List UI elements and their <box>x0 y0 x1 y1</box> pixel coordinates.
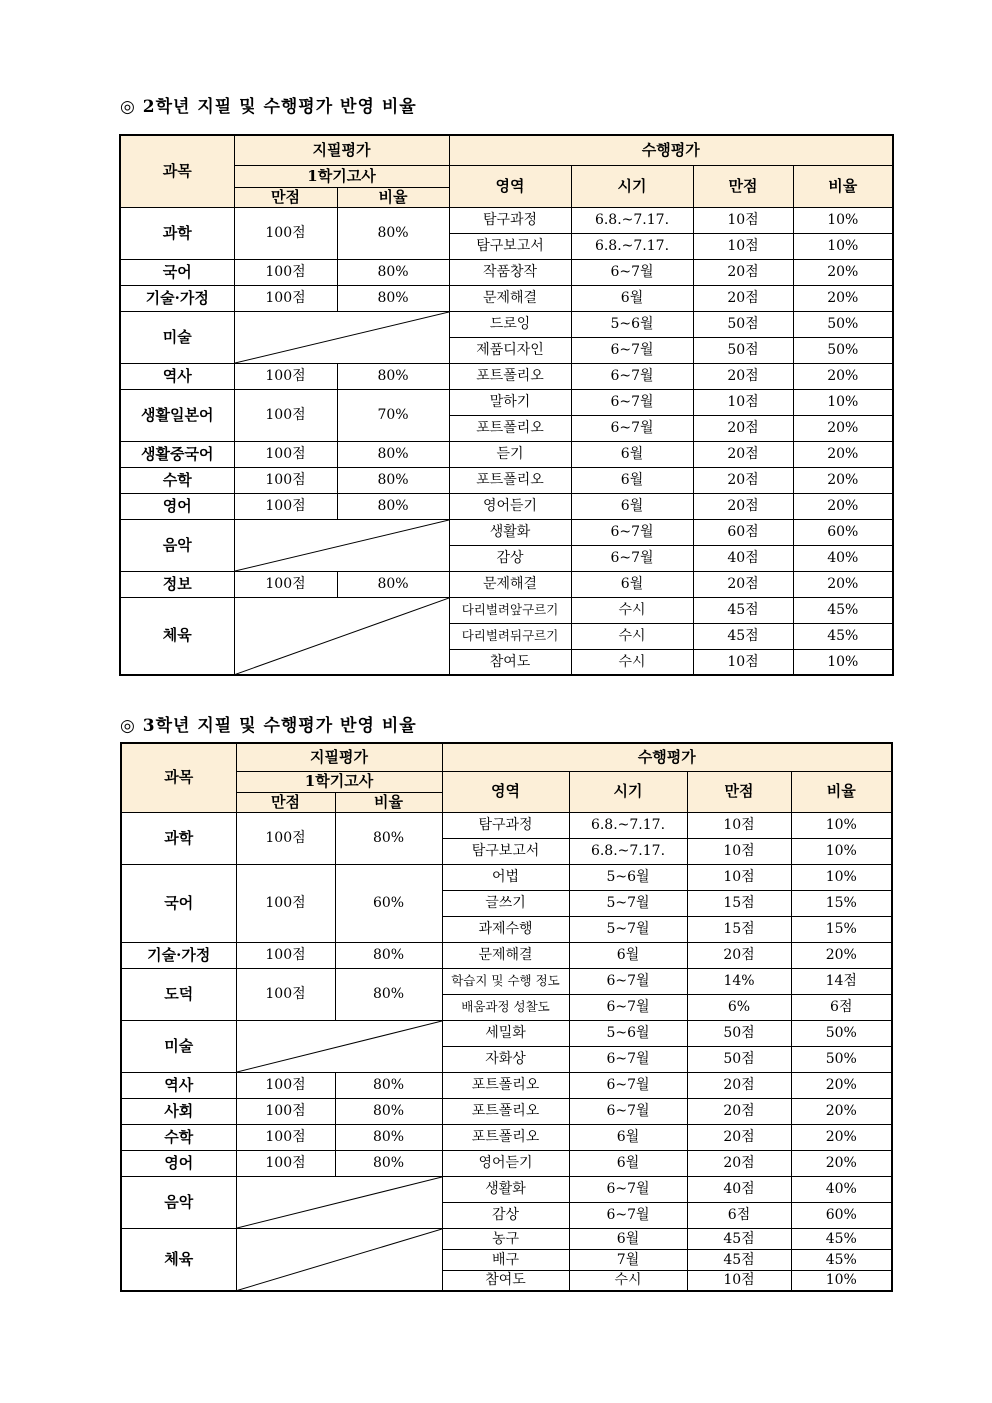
exam-full-cell: 100점 <box>234 389 337 441</box>
period-cell: 6월 <box>569 1150 687 1176</box>
exam-ratio-cell: 80% <box>337 363 449 389</box>
exam-full-cell: 100점 <box>234 493 337 519</box>
ratio-cell: 20% <box>791 1124 892 1150</box>
exam-full-cell: 100점 <box>236 1124 335 1150</box>
header-ratio: 비율 <box>337 187 449 207</box>
area-cell: 문제해결 <box>449 285 571 311</box>
area-cell: 탐구과정 <box>442 812 569 838</box>
exam-ratio-cell: 80% <box>337 493 449 519</box>
subject-cell: 영어 <box>120 493 234 519</box>
subject-cell: 기술·가정 <box>121 942 236 968</box>
subject-cell: 생활중국어 <box>120 441 234 467</box>
ratio-cell: 40% <box>791 1176 892 1202</box>
exam-full-cell: 100점 <box>236 1072 335 1098</box>
header-written-eval: 지필평가 <box>236 743 442 771</box>
full-cell: 45점 <box>687 1228 791 1249</box>
full-cell: 50점 <box>687 1020 791 1046</box>
table-row <box>120 441 893 467</box>
header-perf-ratio: 비율 <box>791 771 892 812</box>
full-cell: 20점 <box>693 363 793 389</box>
header-area: 영역 <box>442 771 569 812</box>
period-cell: 6~7월 <box>571 519 693 545</box>
period-cell: 6~7월 <box>571 415 693 441</box>
area-cell: 작품창작 <box>449 259 571 285</box>
exam-ratio-cell: 80% <box>337 467 449 493</box>
ratio-cell: 45% <box>791 1228 892 1249</box>
full-cell: 20점 <box>693 285 793 311</box>
area-cell: 포트폴리오 <box>442 1124 569 1150</box>
table-row <box>121 1176 892 1202</box>
period-cell: 6~7월 <box>569 968 687 994</box>
ratio-cell: 45% <box>793 597 893 623</box>
full-cell: 45점 <box>693 597 793 623</box>
ratio-cell: 60% <box>791 1202 892 1228</box>
area-cell: 생활화 <box>449 519 571 545</box>
full-cell: 20점 <box>693 415 793 441</box>
table-row <box>120 571 893 597</box>
period-cell: 5~7월 <box>569 916 687 942</box>
ratio-cell: 6점 <box>791 994 892 1020</box>
area-cell: 글쓰기 <box>442 890 569 916</box>
area-cell: 다리벌려앞구르기 <box>449 597 571 623</box>
exam-full-cell: 100점 <box>236 942 335 968</box>
header-exam: 1학기고사 <box>236 771 442 792</box>
full-cell: 20점 <box>687 1072 791 1098</box>
header-perf-full-score: 만점 <box>693 165 793 207</box>
subject-cell: 미술 <box>120 311 234 363</box>
period-cell: 5~7월 <box>569 890 687 916</box>
period-cell: 6.8.~7.17. <box>571 207 693 233</box>
exam-ratio-cell: 80% <box>337 259 449 285</box>
ratio-cell: 45% <box>793 623 893 649</box>
grade3-table <box>120 742 893 1292</box>
header-ratio: 비율 <box>335 792 442 812</box>
ratio-cell: 10% <box>793 207 893 233</box>
table-row <box>121 942 892 968</box>
table-row <box>121 1124 892 1150</box>
full-cell: 14% <box>687 968 791 994</box>
table-row <box>121 1228 892 1249</box>
no-exam-diagonal-cell <box>234 597 449 675</box>
period-cell: 수시 <box>569 1270 687 1291</box>
table-row <box>120 259 893 285</box>
area-cell: 다리벌려뒤구르기 <box>449 623 571 649</box>
area-cell: 영어듣기 <box>449 493 571 519</box>
ratio-cell: 10% <box>791 838 892 864</box>
ratio-cell: 10% <box>793 649 893 675</box>
period-cell: 7월 <box>569 1249 687 1270</box>
full-cell: 20점 <box>693 493 793 519</box>
exam-full-cell: 100점 <box>234 207 337 259</box>
full-cell: 10점 <box>687 838 791 864</box>
subject-cell: 체육 <box>120 597 234 675</box>
table-row <box>120 519 893 545</box>
area-cell: 감상 <box>442 1202 569 1228</box>
period-cell: 6~7월 <box>569 1202 687 1228</box>
diagonal-line <box>237 1021 442 1072</box>
ratio-cell: 60% <box>793 519 893 545</box>
area-cell: 자화상 <box>442 1046 569 1072</box>
grade2-title: ◎ 2학년 지필 및 수행평가 반영 비율 <box>120 97 417 117</box>
period-cell: 6월 <box>569 1124 687 1150</box>
period-cell: 6~7월 <box>571 337 693 363</box>
ratio-cell: 20% <box>793 259 893 285</box>
area-cell: 듣기 <box>449 441 571 467</box>
table-row <box>120 597 893 623</box>
area-cell: 포트폴리오 <box>449 363 571 389</box>
exam-full-cell: 100점 <box>234 259 337 285</box>
full-cell: 10점 <box>687 1270 791 1291</box>
full-cell: 10점 <box>693 207 793 233</box>
exam-full-cell: 100점 <box>234 571 337 597</box>
subject-cell: 역사 <box>120 363 234 389</box>
subject-cell: 미술 <box>121 1020 236 1072</box>
grade2-table <box>119 134 894 676</box>
header-written-eval: 지필평가 <box>234 135 449 165</box>
ratio-cell: 15% <box>791 916 892 942</box>
area-cell: 학습지 및 수행 정도 <box>442 968 569 994</box>
header-full-score: 만점 <box>234 187 337 207</box>
full-cell: 10점 <box>687 812 791 838</box>
ratio-cell: 20% <box>793 441 893 467</box>
period-cell: 6월 <box>571 467 693 493</box>
exam-full-cell: 100점 <box>236 812 335 864</box>
ratio-cell: 15% <box>791 890 892 916</box>
full-cell: 45점 <box>693 623 793 649</box>
period-cell: 6~7월 <box>571 363 693 389</box>
subject-cell: 사회 <box>121 1098 236 1124</box>
grade3-title: ◎ 3학년 지필 및 수행평가 반영 비율 <box>120 716 417 736</box>
full-cell: 20점 <box>693 259 793 285</box>
period-cell: 6~7월 <box>571 259 693 285</box>
period-cell: 수시 <box>571 623 693 649</box>
ratio-cell: 20% <box>791 1150 892 1176</box>
full-cell: 50점 <box>693 311 793 337</box>
area-cell: 탐구과정 <box>449 207 571 233</box>
diagonal-line <box>235 520 449 571</box>
ratio-cell: 10% <box>793 389 893 415</box>
area-cell: 드로잉 <box>449 311 571 337</box>
ratio-cell: 14점 <box>791 968 892 994</box>
area-cell: 탐구보고서 <box>442 838 569 864</box>
no-exam-diagonal-cell <box>234 311 449 363</box>
period-cell: 6~7월 <box>569 1046 687 1072</box>
period-cell: 6~7월 <box>569 1176 687 1202</box>
exam-full-cell: 100점 <box>236 968 335 1020</box>
exam-ratio-cell: 80% <box>337 571 449 597</box>
subject-cell: 과학 <box>121 812 236 864</box>
ratio-cell: 50% <box>793 311 893 337</box>
period-cell: 6월 <box>571 441 693 467</box>
table-row <box>120 311 893 337</box>
ratio-cell: 20% <box>793 363 893 389</box>
full-cell: 20점 <box>693 571 793 597</box>
exam-ratio-cell: 80% <box>335 1098 442 1124</box>
table-row <box>120 493 893 519</box>
diagonal-line <box>235 312 449 363</box>
ratio-cell: 20% <box>791 1072 892 1098</box>
area-cell: 포트폴리오 <box>442 1072 569 1098</box>
area-cell: 제품디자인 <box>449 337 571 363</box>
ratio-cell: 20% <box>793 285 893 311</box>
full-cell: 20점 <box>693 467 793 493</box>
exam-full-cell: 100점 <box>234 285 337 311</box>
ratio-cell: 50% <box>791 1046 892 1072</box>
full-cell: 10점 <box>693 233 793 259</box>
subject-cell: 정보 <box>120 571 234 597</box>
header-performance-eval: 수행평가 <box>442 743 892 771</box>
period-cell: 6~7월 <box>569 1098 687 1124</box>
exam-full-cell: 100점 <box>236 1150 335 1176</box>
area-cell: 생활화 <box>442 1176 569 1202</box>
period-cell: 6월 <box>571 571 693 597</box>
subject-cell: 기술·가정 <box>120 285 234 311</box>
full-cell: 20점 <box>687 1098 791 1124</box>
ratio-cell: 50% <box>791 1020 892 1046</box>
full-cell: 15점 <box>687 890 791 916</box>
table-row <box>120 467 893 493</box>
exam-ratio-cell: 60% <box>335 864 442 942</box>
table-row <box>121 812 892 838</box>
exam-ratio-cell: 80% <box>335 1150 442 1176</box>
subject-cell: 영어 <box>121 1150 236 1176</box>
header-area: 영역 <box>449 165 571 207</box>
ratio-cell: 45% <box>791 1249 892 1270</box>
full-cell: 20점 <box>687 1150 791 1176</box>
full-cell: 20점 <box>687 942 791 968</box>
period-cell: 6~7월 <box>571 389 693 415</box>
full-cell: 20점 <box>693 441 793 467</box>
full-cell: 50점 <box>687 1046 791 1072</box>
full-cell: 6% <box>687 994 791 1020</box>
subject-cell: 체육 <box>121 1228 236 1291</box>
exam-full-cell: 100점 <box>234 441 337 467</box>
full-cell: 15점 <box>687 916 791 942</box>
ratio-cell: 20% <box>791 1098 892 1124</box>
period-cell: 6.8.~7.17. <box>571 233 693 259</box>
subject-cell: 수학 <box>120 467 234 493</box>
area-cell: 문제해결 <box>449 571 571 597</box>
ratio-cell: 20% <box>793 467 893 493</box>
table-row <box>121 968 892 994</box>
table-row <box>121 1150 892 1176</box>
period-cell: 6월 <box>569 1228 687 1249</box>
exam-ratio-cell: 80% <box>337 441 449 467</box>
no-exam-diagonal-cell <box>234 519 449 571</box>
no-exam-diagonal-cell <box>236 1228 442 1291</box>
period-cell: 수시 <box>571 597 693 623</box>
header-subject: 과목 <box>121 743 236 812</box>
subject-cell: 과학 <box>120 207 234 259</box>
header-perf-ratio: 비율 <box>793 165 893 207</box>
table-row <box>121 1098 892 1124</box>
period-cell: 6월 <box>571 285 693 311</box>
diagonal-line <box>237 1177 442 1228</box>
ratio-cell: 20% <box>791 942 892 968</box>
full-cell: 60점 <box>693 519 793 545</box>
full-cell: 10점 <box>693 389 793 415</box>
header-period: 시기 <box>571 165 693 207</box>
exam-full-cell: 100점 <box>236 864 335 942</box>
full-cell: 10점 <box>693 649 793 675</box>
ratio-cell: 10% <box>791 1270 892 1291</box>
header-full-score: 만점 <box>236 792 335 812</box>
subject-cell: 음악 <box>120 519 234 571</box>
ratio-cell: 40% <box>793 545 893 571</box>
subject-cell: 생활일본어 <box>120 389 234 441</box>
area-cell: 어법 <box>442 864 569 890</box>
header-performance-eval: 수행평가 <box>449 135 893 165</box>
ratio-cell: 20% <box>793 571 893 597</box>
exam-full-cell: 100점 <box>236 1098 335 1124</box>
period-cell: 5~6월 <box>571 311 693 337</box>
full-cell: 50점 <box>693 337 793 363</box>
area-cell: 참여도 <box>449 649 571 675</box>
ratio-cell: 10% <box>793 233 893 259</box>
area-cell: 포트폴리오 <box>442 1098 569 1124</box>
exam-ratio-cell: 80% <box>335 1072 442 1098</box>
period-cell: 수시 <box>571 649 693 675</box>
subject-cell: 음악 <box>121 1176 236 1228</box>
full-cell: 45점 <box>687 1249 791 1270</box>
diagonal-line <box>237 1229 442 1291</box>
period-cell: 6.8.~7.17. <box>569 812 687 838</box>
full-cell: 40점 <box>687 1176 791 1202</box>
exam-full-cell: 100점 <box>234 467 337 493</box>
ratio-cell: 20% <box>793 415 893 441</box>
header-subject: 과목 <box>120 135 234 207</box>
subject-cell: 역사 <box>121 1072 236 1098</box>
area-cell: 영어듣기 <box>442 1150 569 1176</box>
period-cell: 6~7월 <box>571 545 693 571</box>
ratio-cell: 10% <box>791 812 892 838</box>
full-cell: 10점 <box>687 864 791 890</box>
header-exam: 1학기고사 <box>234 165 449 187</box>
exam-ratio-cell: 80% <box>335 942 442 968</box>
period-cell: 6.8.~7.17. <box>569 838 687 864</box>
subject-cell: 수학 <box>121 1124 236 1150</box>
area-cell: 세밀화 <box>442 1020 569 1046</box>
area-cell: 말하기 <box>449 389 571 415</box>
area-cell: 탐구보고서 <box>449 233 571 259</box>
period-cell: 5~6월 <box>569 1020 687 1046</box>
header-perf-full-score: 만점 <box>687 771 791 812</box>
area-cell: 농구 <box>442 1228 569 1249</box>
period-cell: 6월 <box>571 493 693 519</box>
period-cell: 5~6월 <box>569 864 687 890</box>
exam-ratio-cell: 80% <box>337 207 449 259</box>
subject-cell: 국어 <box>120 259 234 285</box>
exam-ratio-cell: 70% <box>337 389 449 441</box>
area-cell: 문제해결 <box>442 942 569 968</box>
full-cell: 20점 <box>687 1124 791 1150</box>
exam-ratio-cell: 80% <box>337 285 449 311</box>
ratio-cell: 20% <box>793 493 893 519</box>
area-cell: 참여도 <box>442 1270 569 1291</box>
area-cell: 포트폴리오 <box>449 415 571 441</box>
exam-full-cell: 100점 <box>234 363 337 389</box>
table-row <box>120 285 893 311</box>
header-period: 시기 <box>569 771 687 812</box>
subject-cell: 국어 <box>121 864 236 942</box>
exam-ratio-cell: 80% <box>335 812 442 864</box>
exam-ratio-cell: 80% <box>335 968 442 1020</box>
table-row <box>121 1072 892 1098</box>
area-cell: 배구 <box>442 1249 569 1270</box>
subject-cell: 도덕 <box>121 968 236 1020</box>
full-cell: 6점 <box>687 1202 791 1228</box>
ratio-cell: 10% <box>791 864 892 890</box>
table-row <box>121 864 892 890</box>
period-cell: 6월 <box>569 942 687 968</box>
area-cell: 포트폴리오 <box>449 467 571 493</box>
exam-ratio-cell: 80% <box>335 1124 442 1150</box>
no-exam-diagonal-cell <box>236 1020 442 1072</box>
area-cell: 과제수행 <box>442 916 569 942</box>
full-cell: 40점 <box>693 545 793 571</box>
period-cell: 6~7월 <box>569 994 687 1020</box>
table-row <box>120 207 893 233</box>
diagonal-line <box>235 598 449 675</box>
ratio-cell: 50% <box>793 337 893 363</box>
area-cell: 배움과정 성찰도 <box>442 994 569 1020</box>
period-cell: 6~7월 <box>569 1072 687 1098</box>
table-row <box>120 363 893 389</box>
table-row <box>121 1020 892 1046</box>
area-cell: 감상 <box>449 545 571 571</box>
no-exam-diagonal-cell <box>236 1176 442 1228</box>
table-row <box>120 389 893 415</box>
